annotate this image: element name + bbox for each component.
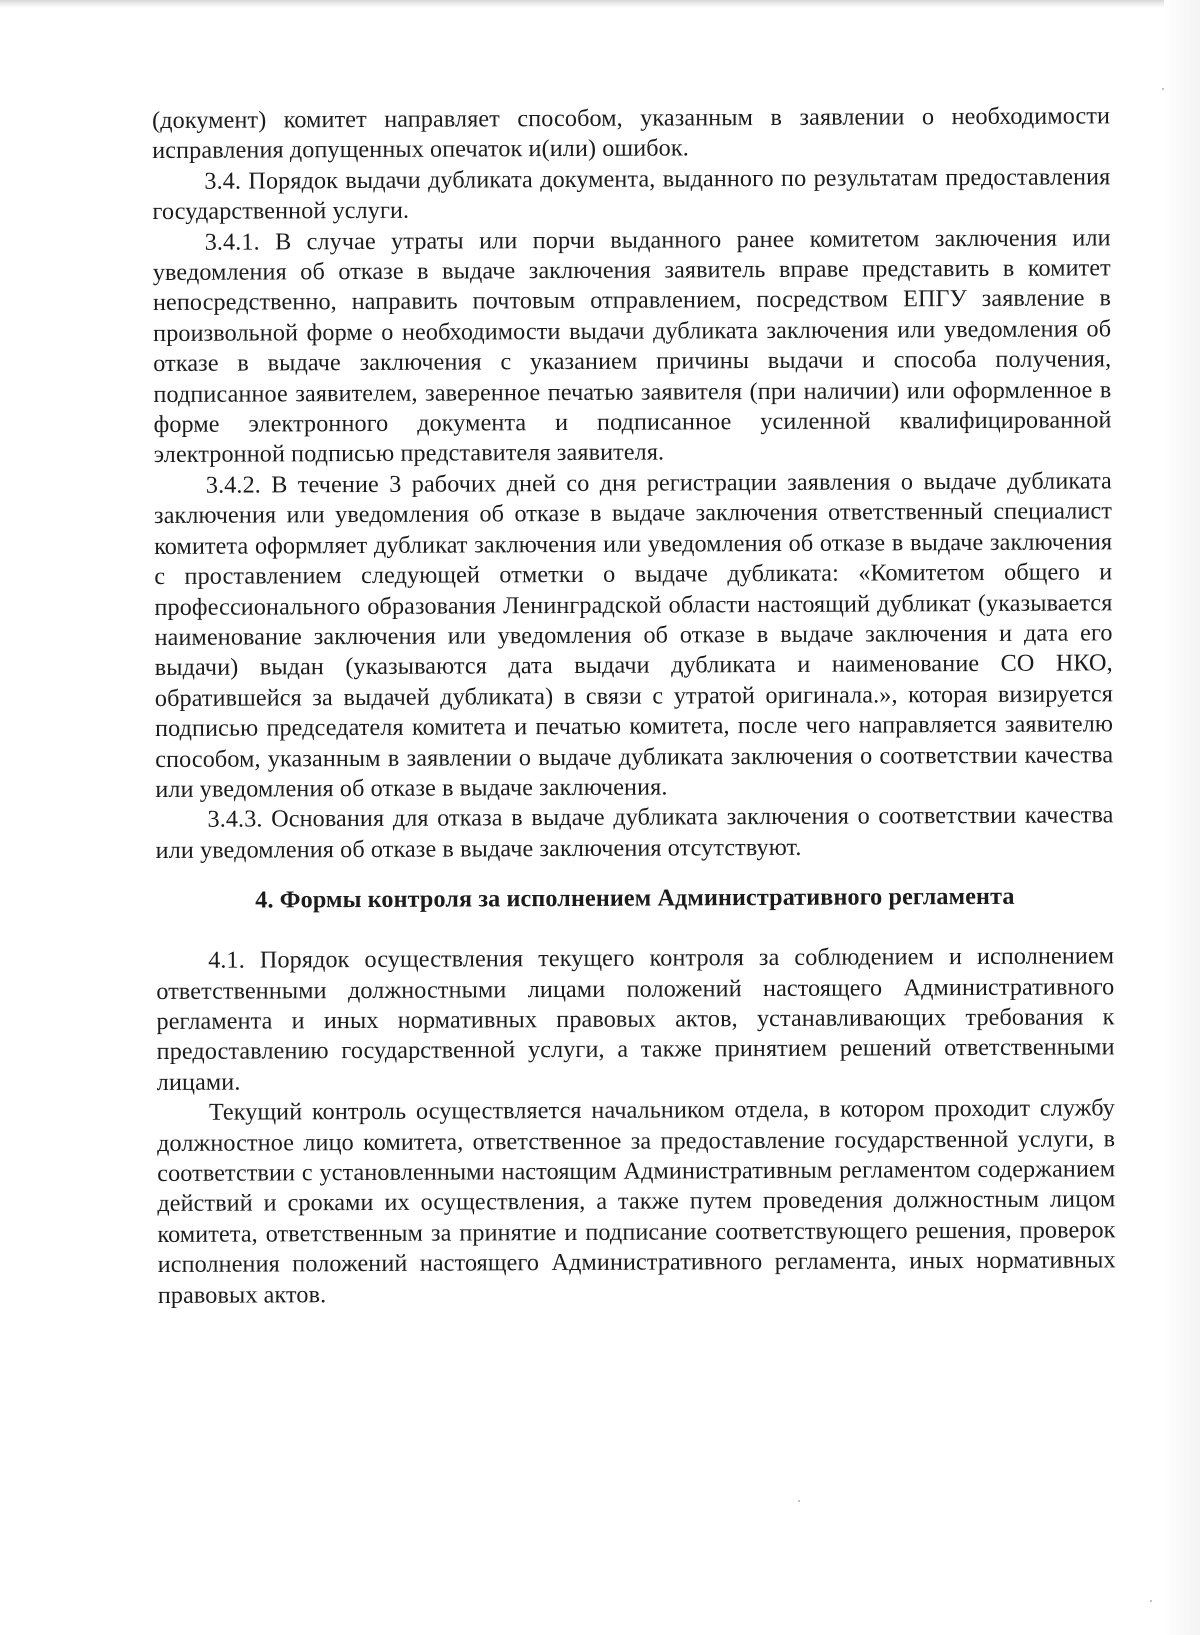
section-heading: 4. Формы контроля за исполнением Административного регламента: [255, 882, 1015, 914]
scan-edge-right: [1164, 0, 1200, 1635]
paragraph-current-control: Текущий контроль осуществляется начальником отдела, в котором проходит службу должностное лицо комитета, ответственное за предоставление государственной услуги, в соответствии с установленными настоящим Административным регламентом содержанием действий и сроками их осуществления, а также путем проведения должностным лицом комитета, ответственным за принятие и подписание соответствующего решения, проверок исполнения положений настоящего Административного регламента, иных нормативных правовых актов.: [157, 1094, 1116, 1309]
paragraph-3-4: 3.4. Порядок выдачи дубликата документа, выданного по результатам предоставления государственной услуги.: [152, 163, 1111, 226]
paragraph-4-1: 4.1. Порядок осуществления текущего контроля за соблюдением и исполнением ответственными должностными лицами положений настоящего Административного регламента и иных нормативных правовых актов, устанавливающих требования к предоставлению государственной услуги, а также принятием решений ответственными лицами.: [156, 942, 1115, 1096]
scan-speck: [798, 1500, 800, 1502]
paragraph-3-4-2: 3.4.2. В течение 3 рабочих дней со дня регистрации заявления о выдаче дубликата заключения или уведомления об отказе в выдаче заключения ответственный специалист комитета оформляет дубликат заключения или уведомления об отказе в выдаче заключения с проставлением следующей отметки о выдаче дубликата: «Комитетом общего и профессионального образования Ленинградской области настоящий дубликат (указывается наименование заключения или уведомления об отказе в выдаче заключения и дата его выдачи) выдан (указываются дата выдачи дубликата и наименование СО НКО, обратившейся за выдачей дубликата) в связи с утратой оригинала.», которая визируется подписью председателя комитета и печатью комитета, после чего направляется заявителю способом, указанным в заявлении о выдаче дубликата заключения о соответствии качества или уведомления об отказе в выдаче заключения.: [153, 467, 1114, 803]
paragraph-3-4-3: 3.4.3. Основания для отказа в выдаче дубликата заключения о соответствии качества или уведомления об отказе в выдаче заключения отсутствуют.: [155, 801, 1114, 864]
document-body: [152, 101, 1116, 1311]
paragraph-3-4-1: 3.4.1. В случае утраты или порчи выданного ранее комитетом заключения или уведомления об отказе в выдаче заключения заявитель вправе представить в комитет непосредственно, направить почтовым отправлением, посредством ЕПГУ заявление в произвольной форме о необходимости выдачи дубликата заключения или уведомления об отказе в выдаче заключения с указанием причины выдачи и способа получения, подписанное заявителем, заверенное печатью заявителя (при наличии) или оформленное в форме электронного документа и подписанное усиленной квалифицированной электронной подписью представителя заявителя.: [152, 223, 1112, 469]
scan-edge-top: [0, 0, 1200, 8]
scan-speck: [1150, 1600, 1152, 1602]
paragraph-continuation: (документ) комитет направляет способом, указанным в заявлении о необходимости исправления допущенных опечаток и(или) ошибок.: [152, 102, 1111, 165]
scan-speck: [1162, 88, 1164, 90]
